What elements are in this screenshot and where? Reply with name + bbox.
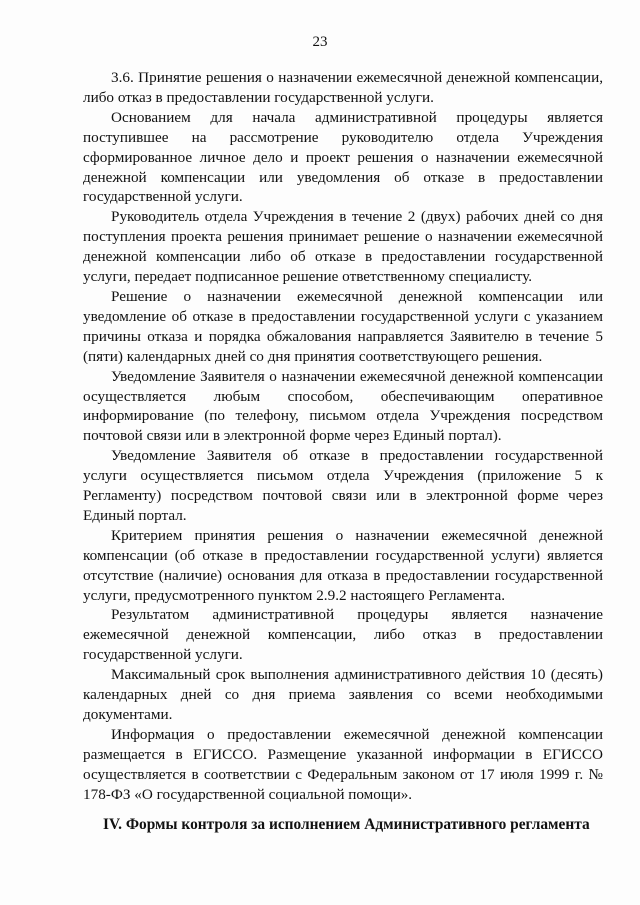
paragraph-refusal-notification: Уведомление Заявителя об отказе в предоставлении государственной услуги осуществляется письмом отдела Учреждения (приложение 5 к Регламенту) посредством почтовой связи или в электронной форме через Единый портал.: [83, 447, 603, 524]
paragraph-head-decision: Руководитель отдела Учреждения в течение 2 (двух) рабочих дней со дня поступления проекта решения принимает решение о назначении ежемесячной денежной компенсации либо об отказе в предоставлении государственной услуги, передает подписанное решение ответственному специалисту.: [83, 208, 603, 286]
paragraph-procedure-basis: Основанием для начала административной процедуры является поступившее на рассмотрение руководителю отдела Учреждения сформированное личное дело и проект решения о назначении ежемесячной денежной компенсации или уведомления об отказе в предоставлении государственной услуги.: [83, 108, 603, 206]
paragraph-decision-criterion: Критерием принятия решения о назначении ежемесячной денежной компенсации (об отказе в предоставлении государственной услуги) является отсутствие (наличие) основания для отказа в предоставлении государственной услуги, предусмотренного пунктом 2.9.2 настоящего Регламента.: [83, 526, 603, 604]
section-heading: IV. Формы контроля за исполнением Административного регламента: [103, 815, 590, 833]
paragraph-decision-notice: Решение о назначении ежемесячной денежной компенсации или уведомление об отказе в предоставлении государственной услуги с указанием причины отказа и порядка обжалования направляется Заявителю в течение 5 (пяти) календарных дней со дня принятия соответствующего решения.: [83, 287, 603, 365]
page-number: 23: [312, 34, 328, 50]
paragraph-procedure-result: Результатом административной процедуры является назначение ежемесячной денежной компенсации, либо отказ в предоставлении государственной услуги.: [83, 606, 603, 664]
paragraph-egisso-info: Информация о предоставлении ежемесячной денежной компенсации размещается в ЕГИССО. Размещение указанной информации в ЕГИССО осуществляется в соответствии с Федеральным законом от 17 июля 1999 г. № 178-ФЗ «О государственной социальной помощи».: [83, 725, 603, 803]
paragraph-assignment-notification: Уведомление Заявителя о назначении ежемесячной денежной компенсации осуществляется любым способом, обеспечивающим оперативное информирование (по телефону, письмом отдела Учреждения посредством почтовой связи или в электронной форме через Единый портал).: [83, 367, 603, 445]
document-body: [83, 68, 603, 834]
paragraph-section-3-6-title: 3.6. Принятие решения о назначении ежемесячной денежной компенсации, либо отказ в предоставлении государственной услуги.: [83, 69, 603, 106]
paragraph-max-duration: Максимальный срок выполнения административного действия 10 (десять) календарных дней со дня приема заявления со всеми необходимыми документами.: [83, 666, 603, 723]
